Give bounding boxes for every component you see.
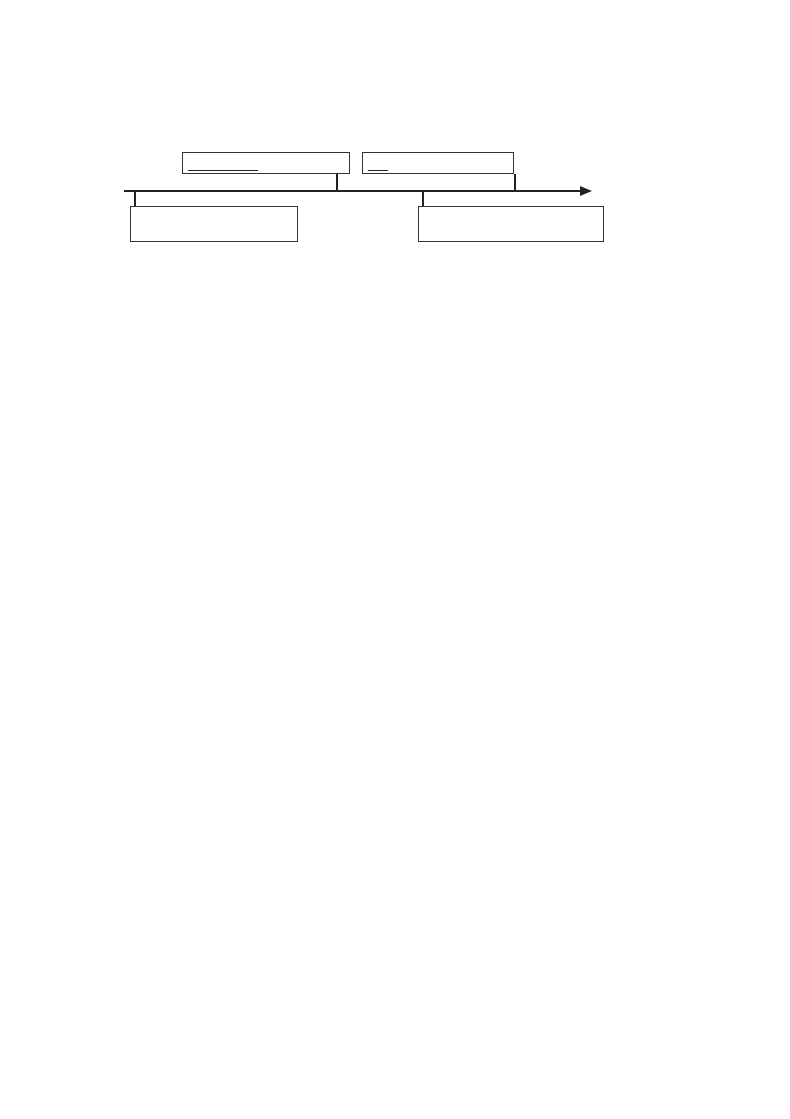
fill-blank bbox=[368, 160, 388, 171]
fill-blank bbox=[188, 160, 258, 171]
document-page bbox=[119, 92, 639, 246]
timeline-tick bbox=[514, 174, 516, 190]
timeline-tick bbox=[134, 192, 136, 206]
timeline-axis bbox=[124, 190, 582, 192]
timeline-tick bbox=[336, 174, 338, 190]
timeline-tick bbox=[422, 192, 424, 206]
timeline-box-3 bbox=[362, 152, 514, 174]
timeline-box-4 bbox=[418, 206, 604, 242]
timeline-box-1 bbox=[130, 206, 298, 242]
timeline-box-2 bbox=[182, 152, 350, 174]
timeline-arrow bbox=[580, 186, 592, 196]
timeline-figure bbox=[124, 142, 604, 242]
